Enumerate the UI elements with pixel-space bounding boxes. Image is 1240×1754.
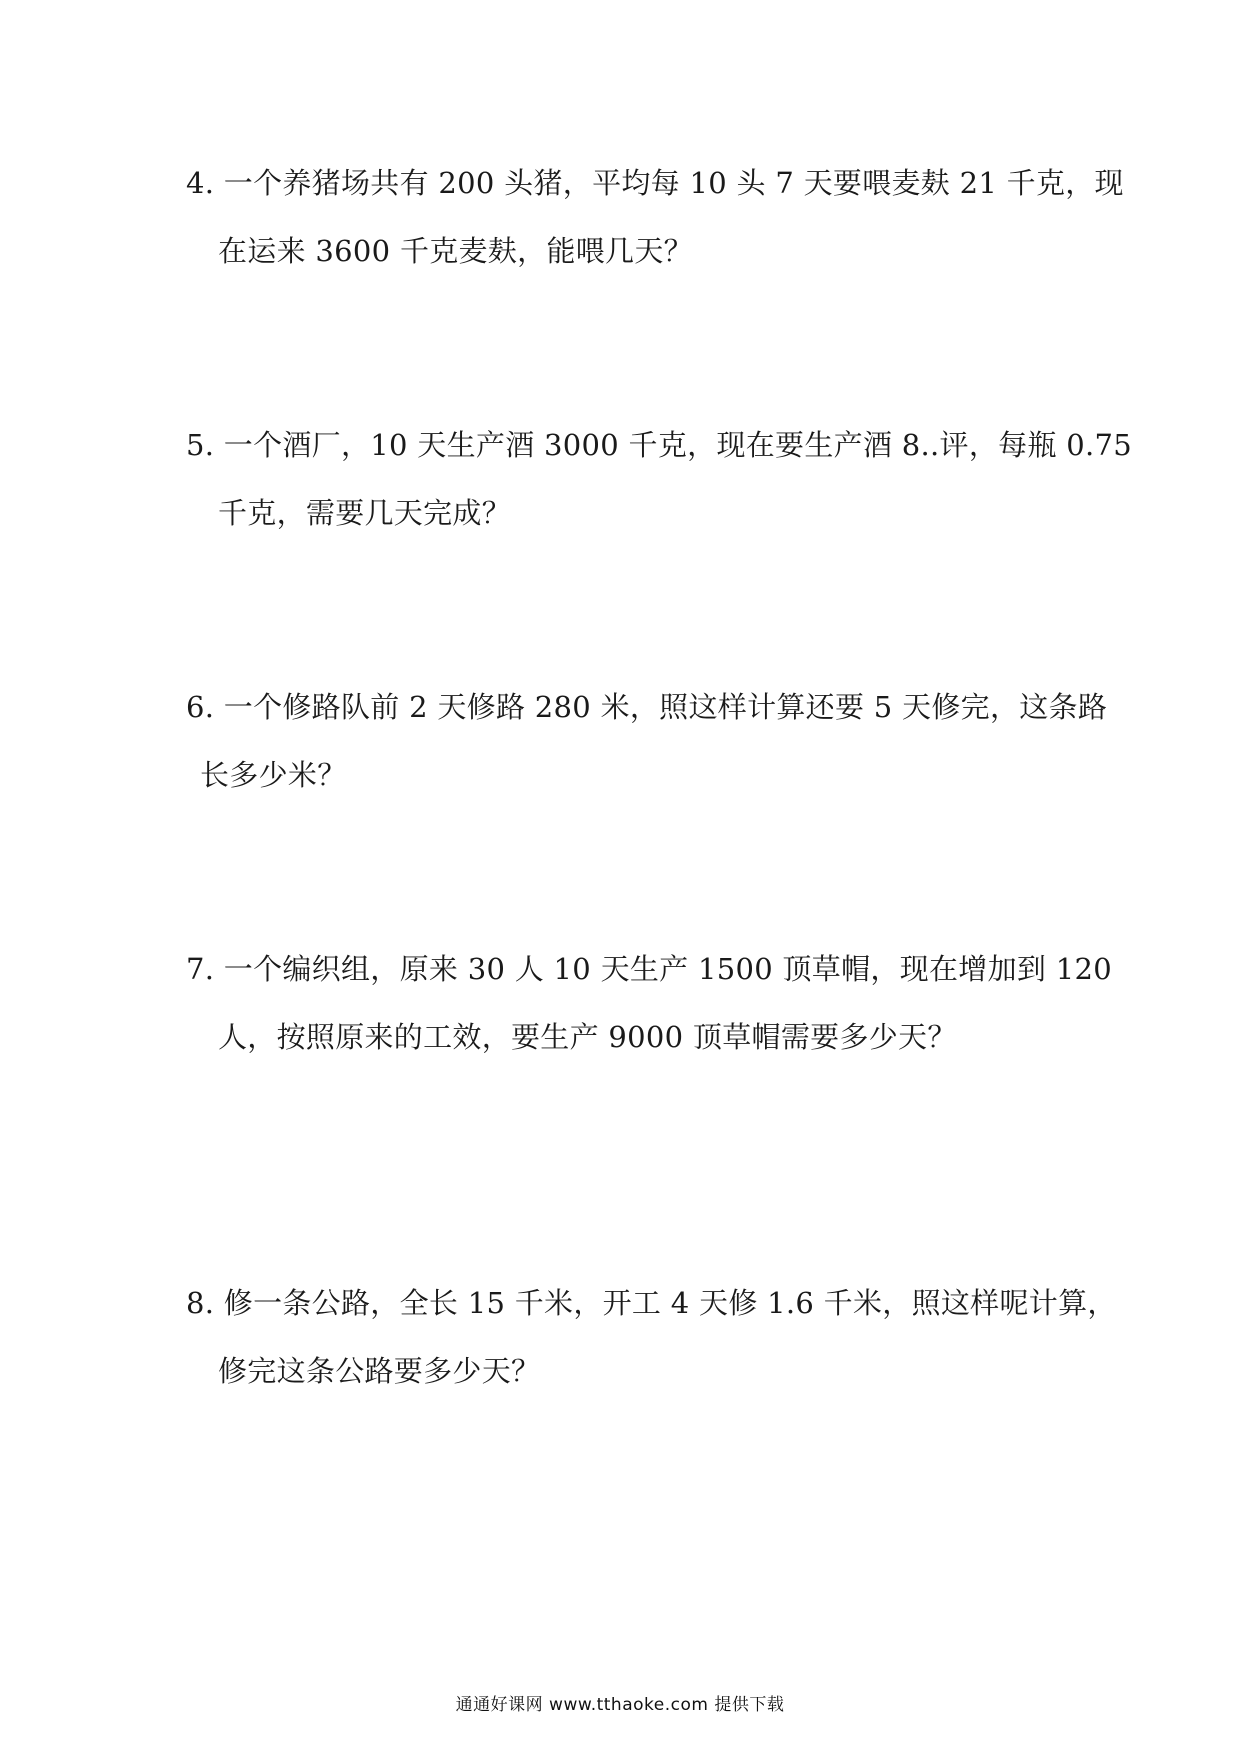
question-8-line-2: 修完这条公路要多少天？	[218, 1354, 541, 1388]
question-5-line-1: 5. 一个酒厂，10 天生产酒 3000 千克，现在要生产酒 8..评，每瓶 0.75	[186, 428, 1133, 462]
question-6-line-2: 长多少米？	[200, 758, 347, 792]
footer-source-text: 通通好课网 www.tthaoke.com 提供下载	[455, 1695, 785, 1715]
question-6-line-1: 6. 一个修路队前 2 天修路 280 米，照这样计算还要 5 天修完，这条路	[186, 690, 1108, 724]
question-4-line-2: 在运来 3600 千克麦麸，能喂几天？	[218, 234, 693, 268]
question-8-line-1: 8. 修一条公路，全长 15 千米，开工 4 天修 1.6 千米，照这样呢计算，	[186, 1286, 1117, 1320]
question-4-line-1: 4. 一个养猪场共有 200 头猪，平均每 10 头 7 天要喂麦麸 21 千克，现	[186, 166, 1124, 200]
question-7-line-1: 7. 一个编织组，原来 30 人 10 天生产 1500 顶草帽，现在增加到 120	[186, 952, 1112, 986]
question-5-line-2: 千克，需要几天完成？	[218, 496, 512, 530]
question-7-line-2: 人，按照原来的工效，要生产 9000 顶草帽需要多少天？	[218, 1020, 957, 1054]
